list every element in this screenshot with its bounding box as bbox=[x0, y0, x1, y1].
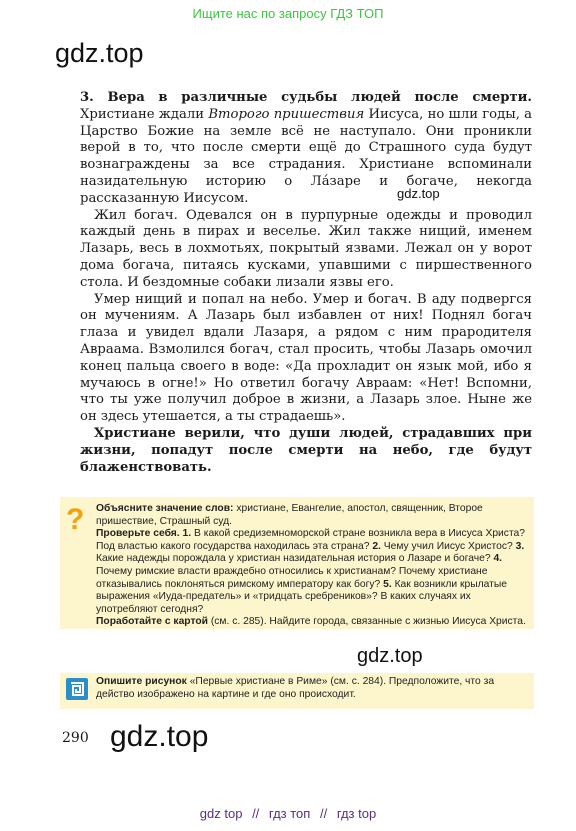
section-paragraph-2: Жил богач. Одевался он в пурпурные одежды и проводил каждый день в пирах и веселье. Жил также нищий, именем Лазарь, весь в лохмотьях, покрытый язвами. Лежал он у ворот дома богача, питаясь кусками, упавшими с пиршественного стола. И бездомные собаки лизали язвы его. bbox=[80, 207, 532, 290]
watermark-bottom: gdz.top bbox=[110, 720, 209, 753]
questions-text bbox=[96, 503, 528, 629]
question-text: Как возникли крылатые выражения «Иуда-предатель» и «тридцать сребреников»? В каких случаях их употребляют сегодня? bbox=[96, 578, 508, 615]
search-banner[interactable]: Ищите нас по запросу ГДЗ ТОП bbox=[192, 6, 384, 21]
question-text: Почему римские власти враждебно относились к христианам? Почему христиане отказывались поклоняться римскому императору как богу? bbox=[96, 565, 488, 590]
question-mark-icon: ? bbox=[66, 503, 85, 536]
picture-task-description: «Первые христиане в Риме» (см. с. 284). Предположите, что за действо изображено на картине и где оно происходит. bbox=[96, 676, 495, 700]
question-text: Чему учил Иисус Христос? bbox=[380, 540, 513, 552]
section-title: 3. Вера в различные судьбы людей после смерти. bbox=[80, 90, 532, 105]
map-task bbox=[96, 616, 528, 629]
picture-task-text bbox=[96, 676, 528, 701]
map-text: (см. с. 285). Найдите города, связанные с жизнью Иисуса Христа. bbox=[207, 616, 526, 628]
question-number: 1. bbox=[179, 528, 192, 540]
footer-links bbox=[0, 806, 576, 821]
question-text: В какой средиземноморской стране возникла вера в Иисуса Христа? Под властью какого государства находилась эта страна? bbox=[96, 528, 526, 552]
watermark-small: gdz.top bbox=[397, 186, 440, 201]
explain-label: Объясните значение слов: bbox=[96, 503, 234, 514]
footer-link-1[interactable]: gdz top bbox=[199, 806, 243, 821]
paragraph-text: Иисуса, но шли годы, а Царство Божие на земле всё не наступало. Они проникли верой в то, что после смерти ещё до Страшного суда будут вознаграждены за все страдания. Христиане вспоминали назидательную историю о Лáзаре и богаче, некогда рассказанную Иисусом. bbox=[80, 106, 532, 206]
picture-spiral-icon bbox=[66, 678, 88, 700]
watermark-mid: gdz.top bbox=[357, 645, 423, 667]
picture-task-label: Опишите рисунок bbox=[96, 676, 187, 687]
question-number: 2. bbox=[369, 540, 381, 552]
check-label: Проверьте себя. bbox=[96, 528, 180, 540]
map-label: Поработайте с картой bbox=[96, 616, 208, 628]
question-number: 4. bbox=[490, 553, 503, 565]
check-yourself bbox=[96, 528, 528, 616]
question-number: 5. bbox=[380, 578, 392, 590]
page-number: 290 bbox=[62, 730, 89, 746]
footer-separator: // bbox=[252, 806, 260, 821]
section-paragraph-1 bbox=[80, 90, 532, 208]
section-paragraph-3: Умер нищий и попал на небо. Умер и богач. В аду подвергся он мучениям. А Лазарь был избавлен от них! Поднял богач глаза и увидел вдали Лазаря, а рядом с ним прародителя Авраама. Взмолился богач, стал просить, чтобы Лазарь омочил конец пальца своего в воде: «Да прохладит он язык мой, ибо я мучаюсь в огне!» Но ответил богачу Авраам: «Нет! Вспомни, что ты уже получил доброе в жизни, а Лазарь злое. Ныне же он здесь утешается, а ты страдаешь». bbox=[80, 291, 532, 425]
italic-term: Второго пришествия bbox=[208, 106, 365, 122]
paragraph-text: Христиане ждали bbox=[80, 106, 209, 122]
section-conclusion: Христиане верили, что души людей, страдавших при жизни, попадут после смерти на небо, где будут блаженствовать. bbox=[80, 425, 532, 475]
watermark-logo: gdz.top bbox=[55, 38, 144, 68]
section-body bbox=[80, 90, 532, 476]
question-text: Какие надежды порождала у христиан назидательная история о Лазаре и богаче? bbox=[96, 553, 491, 565]
footer-separator: // bbox=[319, 806, 328, 821]
footer-link-3[interactable]: гдз top bbox=[336, 806, 377, 821]
explain-text: христиане, Евангелие, апостол, священник, Второе пришествие, Страшный суд. bbox=[96, 503, 483, 527]
explain-words bbox=[96, 503, 528, 528]
footer-link-2[interactable]: гдз топ bbox=[268, 806, 311, 821]
question-number: 3. bbox=[512, 540, 525, 552]
